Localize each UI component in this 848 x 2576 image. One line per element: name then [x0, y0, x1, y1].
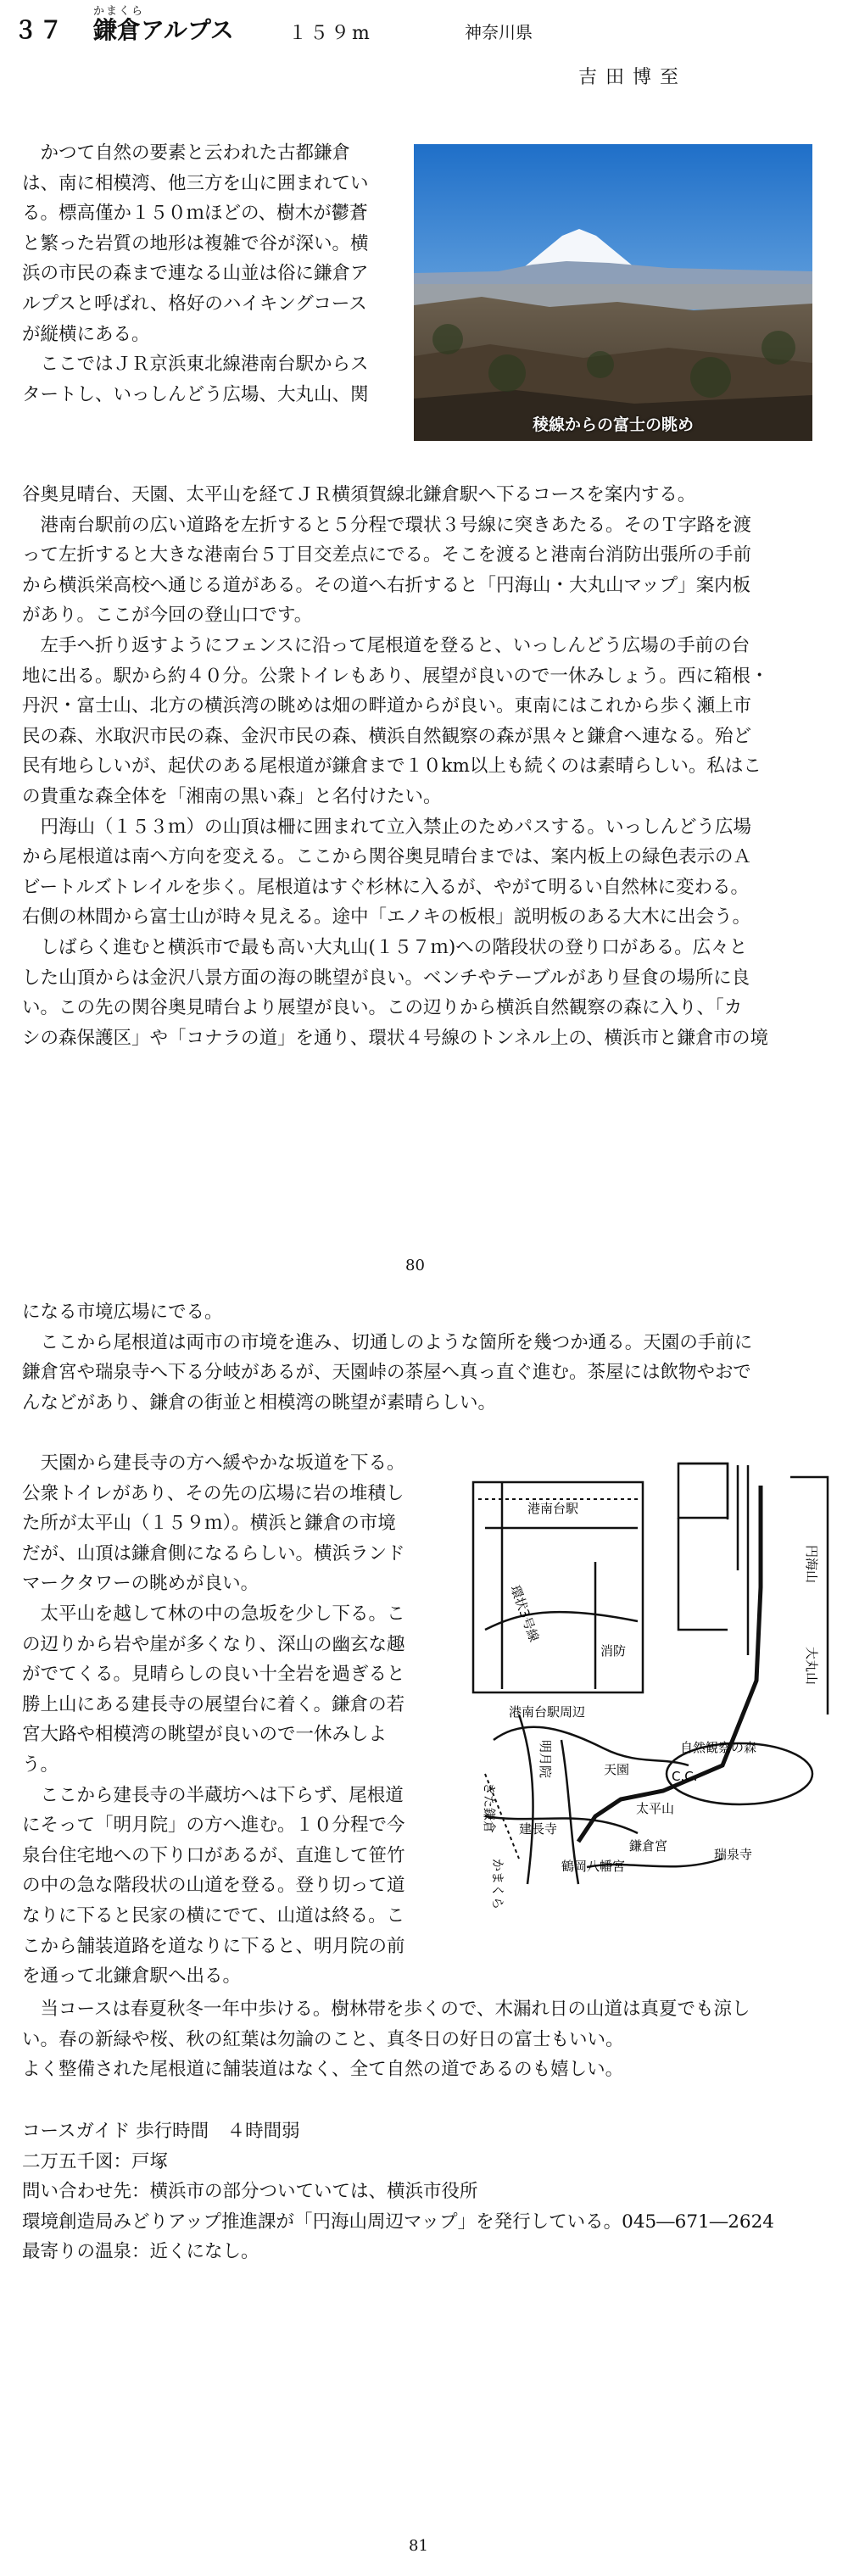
text-line: 民有地らしいが、起伏のある尾根道が鎌倉まで１０km以上も続くのは素晴らしい。私はこ: [22, 756, 762, 778]
text-line: から尾根道は南へ方向を変える。ここから関谷奥見晴台までは、案内板上の緑色表示のＡ: [22, 846, 752, 868]
text-line: があり。ここが今回の登山口です。: [22, 605, 313, 627]
text-line: 天園から建長寺の方へ緩やかな坂道を下る。: [22, 1452, 405, 1474]
map-label-taiheizan: 太平山: [636, 1801, 675, 1816]
text-line: う。: [22, 1754, 59, 1776]
text-line: い。この先の関谷奥見晴台より展望が良い。この辺りから横浜自然観察の森に入り、「カ: [22, 997, 743, 1019]
text-line: 左手へ折り返すようにフェンスに沿って尾根道を登ると、いっしんどう広場の手前の台: [22, 634, 750, 656]
page-title: 鎌倉アルプス: [93, 16, 234, 44]
elevation: １５９m: [288, 23, 372, 44]
text-line: 右側の林間から富士山が時々見える。途中「エノキの板根」説明板のある大木に出会う。: [22, 906, 751, 928]
map-label-shobo: 消防: [600, 1643, 627, 1659]
text-line: マークタワーの眺めが良い。: [22, 1573, 259, 1595]
map-label-kenchoji: 建長寺: [519, 1821, 558, 1837]
text-line: タートし、いっしんどう広場、大丸山、関: [22, 383, 369, 405]
author: 吉田博至: [578, 67, 688, 88]
page80-intro-text: [22, 138, 412, 410]
text-line: 公衆トイレがあり、その先の広場に岩の堆積し: [22, 1482, 404, 1504]
page81-top-text: [22, 1297, 836, 1418]
text-line: 浜の市民の森まで連なる山並は俗に鎌倉ア: [22, 263, 369, 285]
text-line: 円海山（１５３ｍ）の山頂は柵に囲まれて立入禁止のためパスする。いっしんどう広場: [22, 816, 752, 838]
text-line: は、南に相模湾、他三方を山に囲まれてい: [22, 172, 369, 194]
text-line: ここから建長寺の半蔵坊へは下らず、尾根道: [22, 1784, 404, 1806]
guide-line: 問い合わせ先：横浜市の部分ついていては、横浜市役所: [22, 2181, 478, 2203]
guide-line: 最寄りの温泉：近くになし。: [22, 2241, 259, 2263]
map-label-meigetsuin: 明月院: [538, 1740, 553, 1779]
guide-line: コースガイド 歩行時間 ４時間弱: [22, 2121, 300, 2142]
map-label-kamakura: かまくら: [490, 1859, 505, 1910]
map-label-omaruyama: 大丸山: [804, 1647, 819, 1686]
text-line: んなどがあり、鎌倉の街並と相模湾の眺望が素晴らしい。: [22, 1391, 497, 1413]
text-line: 当コースは春夏秋冬一年中歩ける。樹林帯を歩くので、木漏れ日の山道は真夏でも涼し: [22, 1999, 750, 2020]
map-label-shizen-kansatsu: 自然観察の森: [680, 1740, 757, 1755]
text-line: した山頂からは金沢八景方面の海の眺望が良い。ベンチやテーブルがあり昼食の場所に良: [22, 967, 750, 989]
map-label-tsurugaoka: 鶴岡八幡宮: [561, 1859, 626, 1874]
text-line: 宮大路や相模湾の眺望が良いので一休みしよ: [22, 1724, 388, 1746]
text-line: シの森保護区」や「コナラの道」を通り、環状４号線のトンネル上の、横浜市と鎌倉市の境: [22, 1027, 768, 1049]
page81-wrap-text: [22, 1448, 463, 1992]
page-number-80: 80: [405, 1257, 425, 1274]
text-line: ビートルズトレイルを歩く。尾根道はすぐ杉林に入るが、やがて明るい自然林に変わる。: [22, 876, 749, 898]
text-line: 太平山を越して林の中の急坂を少し下る。こ: [22, 1603, 405, 1625]
text-line: ルプスと呼ばれ、格好のハイキングコース: [22, 293, 367, 315]
fuji-photo: [414, 144, 812, 441]
map-label-tenen: 天園: [604, 1762, 630, 1777]
route-map-drawing: [468, 1460, 831, 1925]
page-number-81: 81: [409, 2537, 428, 2555]
page80-body-text: [22, 480, 836, 1053]
text-line: 民の森、氷取沢市民の森、金沢市民の森、横浜自然観察の森が黒々と鎌倉へ連なる。殆ど: [22, 725, 752, 747]
map-label-kanjo3: 環状3号線: [507, 1583, 542, 1644]
text-line: と繁った岩質の地形は複雑で谷が深い。横: [22, 232, 369, 254]
map-label-konandai-station: 港南台駅: [527, 1501, 579, 1516]
text-line: よく整備された尾根道に舗装道はなく、全て自然の道であるのも嬉しい。: [22, 2059, 624, 2081]
map-label-konandai-area: 港南台駅周辺: [509, 1704, 586, 1720]
text-line: の中の急な階段状の山道を登る。登り切って道: [22, 1875, 405, 1897]
text-line: になる市境広場にでる。: [22, 1302, 223, 1323]
text-line: かつて自然の要素と云われた古都鎌倉: [22, 142, 351, 164]
text-line: ここではＪＲ京浜東北線港南台駅からス: [22, 354, 369, 376]
course-guide: [22, 2116, 836, 2267]
text-line: を通って北鎌倉駅へ出る。: [22, 1965, 242, 1988]
text-line: こから舗装道路を道なりに下ると、明月院の前: [22, 1935, 405, 1957]
photo-caption: 稜線からの富士の眺め: [533, 415, 695, 434]
chapter-number: ３７: [14, 16, 65, 44]
text-line: だが、山頂は鎌倉側になるらしい。横浜ランド: [22, 1542, 405, 1564]
text-line: 地に出る。駅から約４０分。公衆トイレもあり、展望が良いので一休みしょう。西に箱根・: [22, 665, 769, 687]
text-line: 鎌倉宮や瑞泉寺へ下る分岐があるが、天園峠の茶屋へ真っ直ぐ進む。茶屋には飲物やおで: [22, 1362, 751, 1384]
photo-illustration: [414, 144, 812, 441]
map-label-kita-kamakura: きた鎌倉: [482, 1782, 497, 1834]
map-label-zuisenji: 瑞泉寺: [714, 1847, 753, 1862]
text-line: って左折すると大きな港南台５丁目交差点にでる。そこを渡ると港南台消防出張所の手前: [22, 544, 752, 566]
map-label-enkaisan: 円海山: [804, 1545, 819, 1584]
text-line: にそって「明月院」の方へ進む。１０分程で今: [22, 1815, 405, 1837]
text-line: 泉台住宅地への下り口があるが、直進して笹竹: [22, 1844, 405, 1866]
text-line: なりに下ると民家の横にでて、山道は終る。こ: [22, 1904, 405, 1926]
map-label-cc: C.C.: [672, 1769, 698, 1784]
page81-bottom-text: [22, 1994, 836, 2085]
text-line: 谷奥見晴台、天園、太平山を経てＪＲ横須賀線北鎌倉駅へ下るコースを案内する。: [22, 484, 696, 505]
prefecture: 神奈川県: [465, 22, 533, 42]
text-line: い。春の新緑や桜、秋の紅葉は勿論のこと、真冬日の好日の富士もいい。: [22, 2028, 624, 2050]
text-line: る。標高僅か１５０ｍほどの、樹木が鬱蒼: [22, 203, 368, 225]
route-map: [468, 1460, 831, 1925]
title-ruby: かまくら: [93, 5, 145, 18]
text-line: しばらく進むと横浜市で最も高い大丸山(１５７ｍ)への階段状の登り口がある。広々と: [22, 936, 748, 958]
map-label-kamakuragu: 鎌倉宮: [629, 1838, 668, 1854]
text-line: の貴重な森全体を「湘南の黒い森」と名付けたい。: [22, 785, 442, 807]
text-line: がでてくる。見晴らしの良い十全岩を過ぎると: [22, 1664, 405, 1686]
text-line: の辺りから岩や崖が多くなり、深山の幽玄な趣: [22, 1633, 405, 1655]
text-line: 勝上山にある建長寺の展望台に着く。鎌倉の若: [22, 1693, 405, 1715]
text-line: から横浜栄高校へ通じる道がある。その道へ右折すると「円海山・大丸山マップ」案内板: [22, 574, 751, 596]
text-line: た所が太平山（１５９ｍ）。横浜と鎌倉の市境: [22, 1513, 396, 1535]
guide-line: 二万五千図：戸塚: [22, 2150, 169, 2172]
guide-line: 環境創造局みどりアップ推進課が「円海山周辺マップ」を発行している。045―671―2624: [22, 2211, 774, 2233]
text-line: 丹沢・富士山、北方の横浜湾の眺めは畑の畔道からが良い。東南にはこれから歩く瀬上市: [22, 695, 752, 717]
text-line: ここから尾根道は両市の市境を進み、切通しのような箇所を幾つか通る。天園の手前に: [22, 1331, 753, 1353]
text-line: が縦横にある。: [22, 323, 150, 345]
text-line: 港南台駅前の広い道路を左折すると５分程で環状３号線に突きあたる。そのＴ字路を渡: [22, 514, 752, 536]
